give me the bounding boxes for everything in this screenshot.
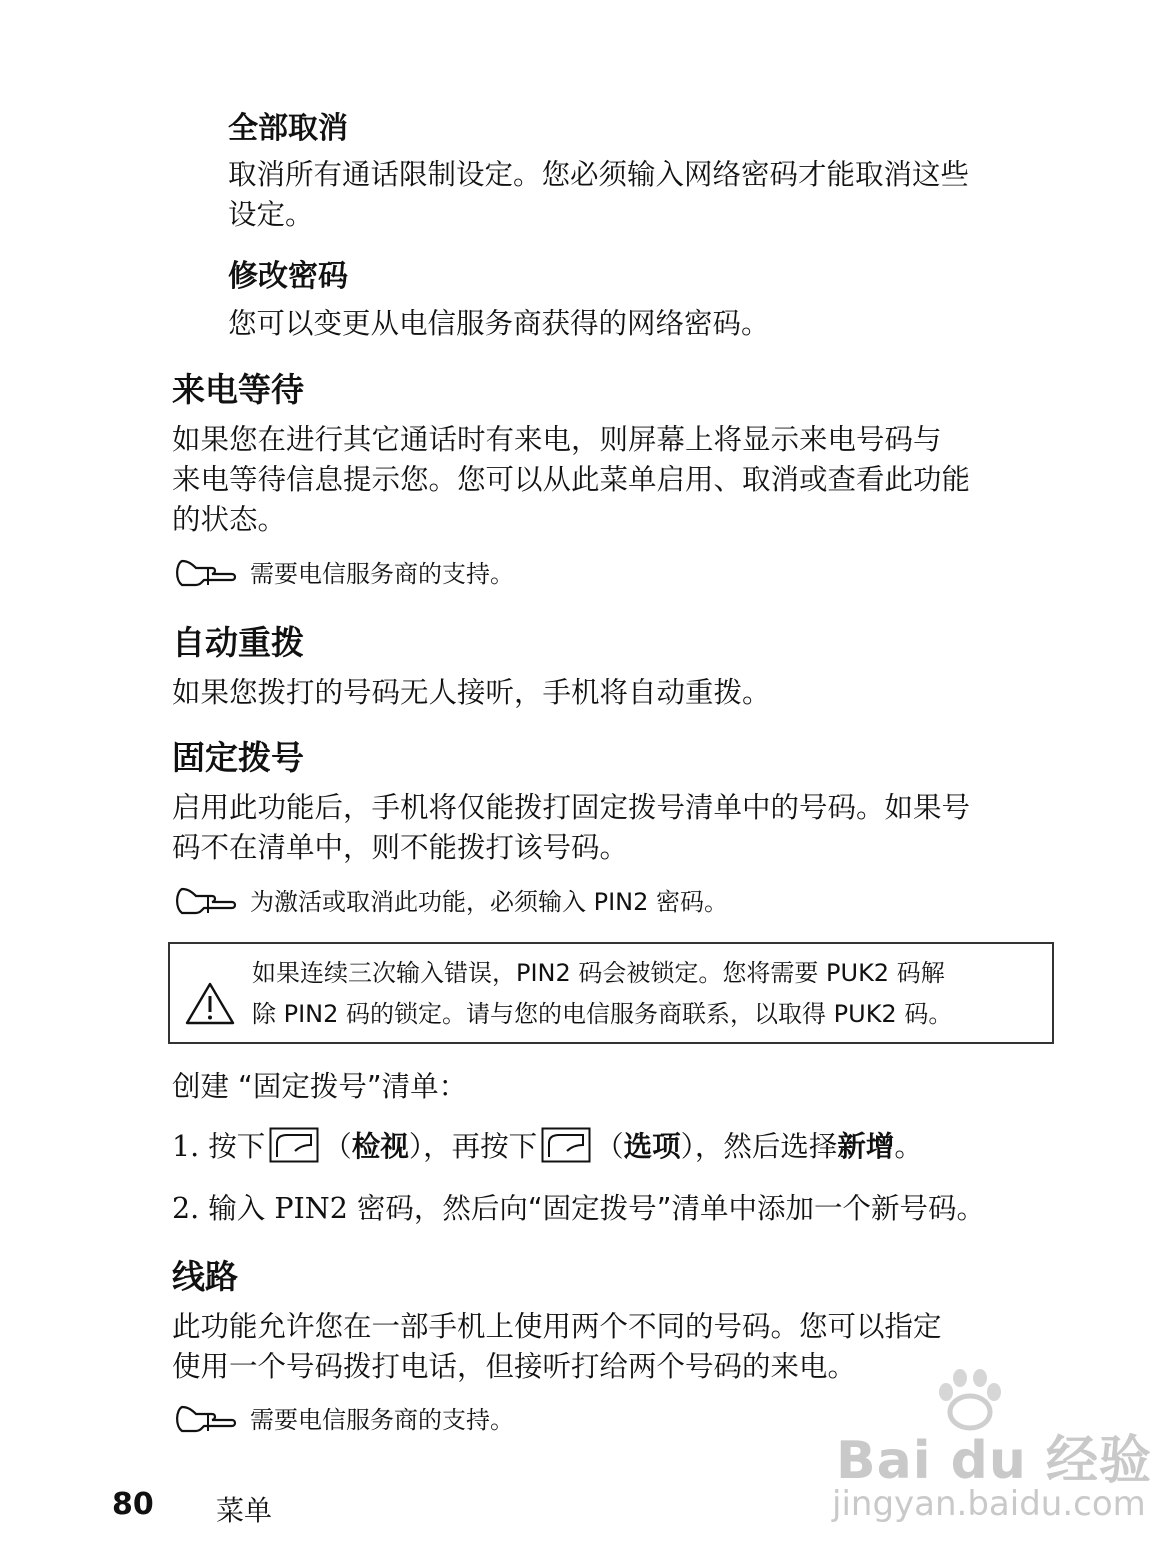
- view-label: 检视: [351, 1130, 409, 1163]
- softkey-icon: [541, 1127, 591, 1163]
- create-list-intro: 创建 “固定拨号”清单：: [172, 1070, 468, 1103]
- line-desc-line2: 使用一个号码拨打电话，但接听打给两个号码的来电。: [172, 1350, 857, 1383]
- call-waiting-note: 需要电信服务商的支持。: [250, 560, 514, 588]
- step-1-text-b: （: [323, 1130, 352, 1163]
- call-waiting-desc-line2: 来电等待信息提示您。您可以从此菜单启用、取消或查看此功能: [172, 463, 971, 496]
- step-2: [172, 1188, 985, 1229]
- cancel-all-desc-line2: 设定。: [228, 198, 314, 231]
- cancel-all-title: 全部取消: [228, 111, 348, 146]
- step-1: [172, 1126, 923, 1167]
- watermark-url: jingyan.baidu.com: [832, 1484, 1146, 1524]
- fixed-dialing-note: 为激活或取消此功能，必须输入 PIN2 密码。: [250, 888, 729, 916]
- step-2-text-b: 密码，然后向“固定拨号”清单中添加一个新号码。: [356, 1192, 985, 1225]
- fixed-dialing-desc-line1: 启用此功能后，手机将仅能拨打固定拨号清单中的号码。如果号: [172, 791, 971, 824]
- cancel-all-desc-line1: 取消所有通话限制设定。您必须输入网络密码才能取消这些: [228, 158, 970, 191]
- warning-triangle-icon: [184, 980, 236, 1026]
- warning-box: [168, 942, 1054, 1044]
- softkey-icon: [269, 1127, 319, 1163]
- line-title: 线路: [172, 1257, 238, 1296]
- step-1-text-c: ），再按下: [408, 1130, 538, 1163]
- change-password-desc: 您可以变更从电信服务商获得的网络密码。: [228, 307, 770, 340]
- step-1-text-f: 。: [894, 1130, 923, 1163]
- footer-section: 菜单: [216, 1494, 273, 1527]
- warning-text-line2: 除 PIN2 码的锁定。请与您的电信服务商联系，以取得 PUK2 码。: [252, 1000, 953, 1028]
- new-label: 新增: [837, 1130, 895, 1163]
- page-number: 80: [112, 1487, 154, 1522]
- options-label: 选项: [623, 1130, 681, 1163]
- change-password-title: 修改密码: [228, 259, 348, 294]
- line-note: 需要电信服务商的支持。: [250, 1406, 514, 1434]
- pointing-hand-icon: [172, 558, 238, 588]
- watermark-brand: Bai du 经验: [836, 1431, 1152, 1491]
- call-waiting-desc-line3: 的状态。: [172, 503, 287, 536]
- pointing-hand-icon: [172, 1404, 238, 1434]
- step-1-number: 1.: [172, 1130, 200, 1163]
- step-1-text-e: ），然后选择: [680, 1130, 838, 1163]
- fixed-dialing-desc-line2: 码不在清单中，则不能拨打该号码。: [172, 831, 629, 864]
- step-2-number: 2.: [172, 1192, 200, 1225]
- pointing-hand-icon: [172, 886, 238, 916]
- call-waiting-title: 来电等待: [172, 370, 304, 409]
- warning-text-line1: 如果连续三次输入错误，PIN2 码会被锁定。您将需要 PUK2 码解: [252, 959, 945, 987]
- call-waiting-desc-line1: 如果您在进行其它通话时有来电，则屏幕上将显示来电号码与: [172, 423, 942, 456]
- step-2-pin: PIN2: [274, 1192, 348, 1225]
- step-1-text-a: 按下: [208, 1130, 266, 1163]
- auto-redial-title: 自动重拨: [172, 623, 304, 662]
- line-desc-line1: 此功能允许您在一部手机上使用两个不同的号码。您可以指定: [172, 1310, 942, 1343]
- fixed-dialing-title: 固定拨号: [172, 738, 304, 777]
- step-2-text-a: 输入: [208, 1192, 266, 1225]
- auto-redial-desc: 如果您拨打的号码无人接听，手机将自动重拨。: [172, 676, 771, 709]
- step-1-text-d: （: [595, 1130, 624, 1163]
